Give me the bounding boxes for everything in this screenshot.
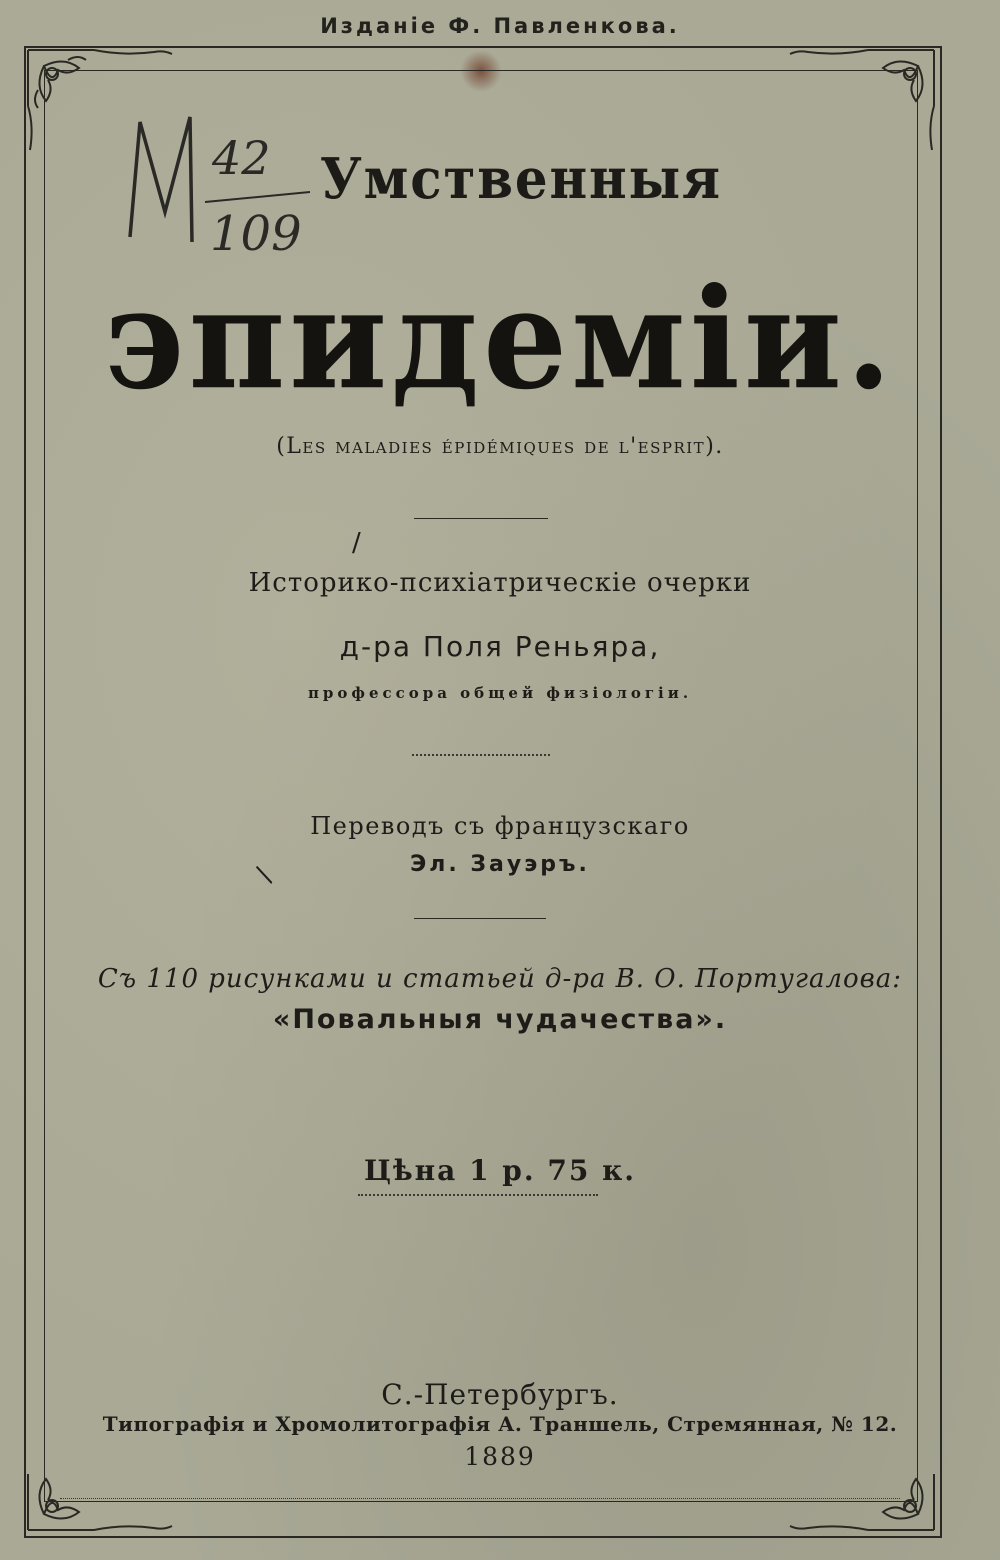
bottom-ornament-line <box>60 1498 900 1499</box>
title-line-2: эпидемiи. <box>104 258 896 421</box>
author-title: профессора общей физiологiи. <box>307 684 693 702</box>
dotted-divider <box>412 754 550 756</box>
year-line: 1889 <box>464 1442 536 1471</box>
illustrations-note: Съ 110 рисунками и статьей д-ра В. О. Португалова: <box>97 964 903 994</box>
shelf-mark-top: 42 <box>212 131 271 185</box>
dotted-underline <box>358 1194 598 1196</box>
corner-ornament-icon <box>24 1424 174 1534</box>
price-line: Цѣна 1 р. 75 к. <box>363 1154 637 1187</box>
divider-rule <box>414 518 548 519</box>
title-line-1: Умственныя <box>320 146 722 212</box>
city-line: С.-Петербургъ. <box>381 1378 619 1411</box>
pencil-mark: / <box>249 863 280 887</box>
shelf-mark-bottom: 109 <box>210 206 302 262</box>
article-title: «Повальныя чудачества». <box>272 1004 728 1035</box>
translator-name: Эл. Зауэръ. <box>410 852 590 877</box>
divider-rule <box>414 918 546 919</box>
shelf-mark-stamp <box>110 92 310 262</box>
essays-subtitle: Историко-психiатрическiе очерки <box>248 568 752 598</box>
printer-line: Типографiя и Хромолитографiя А. Траншель, Стремянная, № 12. <box>102 1412 898 1436</box>
corner-ornament-icon <box>788 46 938 156</box>
translation-note: Переводъ съ французскаго <box>310 812 690 840</box>
author-line: д-ра Поля Реньяра, <box>339 630 661 663</box>
pencil-mark: / <box>352 528 361 558</box>
publisher-line: Изданiе Ф. Павленкова. <box>320 14 680 38</box>
subtitle-french: (Les maladies épidémiques de l'esprit). <box>276 434 724 459</box>
corner-ornament-icon <box>788 1424 938 1534</box>
